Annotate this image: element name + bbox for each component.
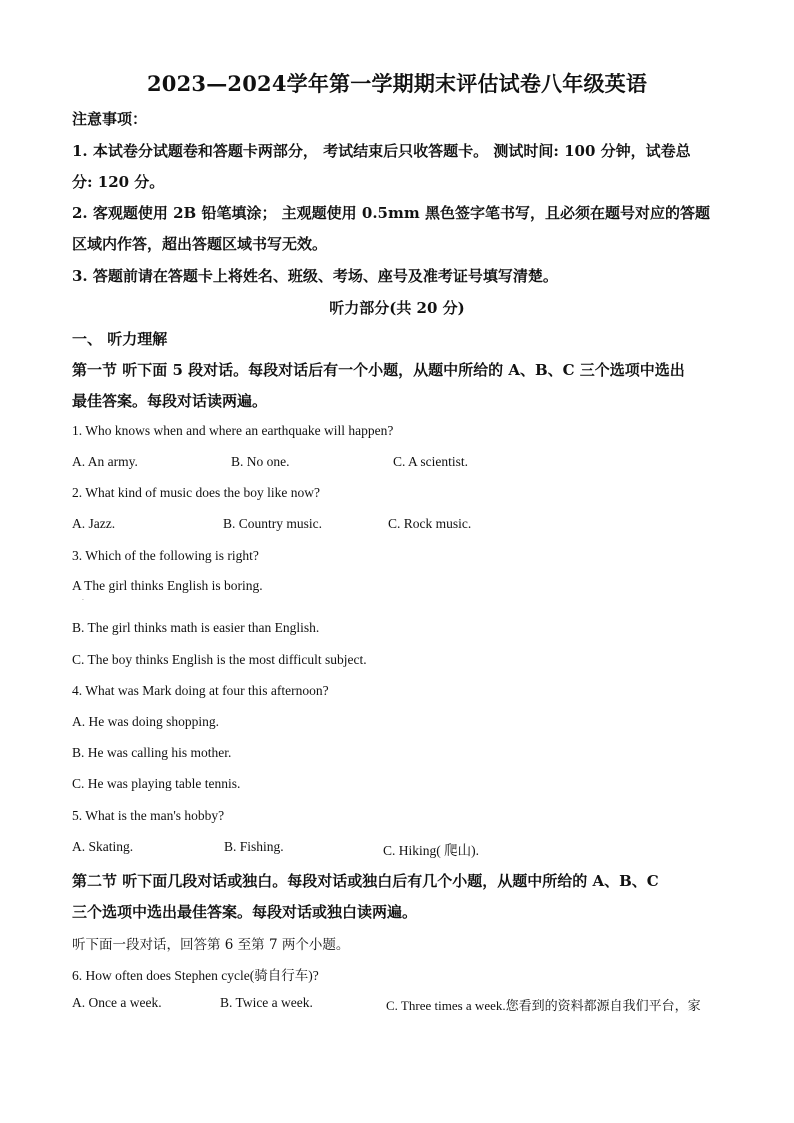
question-4-option-b: B. He was calling his mother. (72, 745, 232, 760)
question-2-option-c: C. Rock music. (388, 516, 472, 531)
question-2-option-a: A. Jazz. (72, 516, 116, 531)
notice-item-1-line-2: 分: 120 分。 (72, 173, 165, 191)
notice-item-2-line-2: 区域内作答，超出答题区域书写无效。 (72, 235, 328, 253)
question-5-option-b: B. Fishing. (224, 839, 284, 854)
question-2-option-b: B. Country music. (223, 516, 323, 531)
section-2-instructions-line-1: 第二节 听下面几段对话或独白。每段对话或独白后有几个小题，从题中所给的 A、B、C (72, 872, 659, 890)
question-6-option-b: B. Twice a week. (220, 995, 313, 1010)
section-2-instructions-line-2: 三个选项中选出最佳答案。每段对话或独白读两遍。 (72, 903, 418, 921)
question-4-option-a: A. He was doing shopping. (72, 714, 219, 729)
notice-item-1-line-1: 1. 本试卷分试题卷和答题卡两部分， 考试结束后只收答题卡。 测试时间: 100 分钟，试卷总 (72, 142, 691, 160)
listening-part-title: 听力部分(共 20 分) (329, 299, 465, 317)
question-5-option-c: C. Hiking( 爬山). (383, 843, 479, 858)
notice-item-3: 3. 答题前请在答题卡上将姓名、班级、考场、座号及准考证号填写清楚。 (72, 267, 558, 285)
question-3-option-a: A The girl thinks English is boring. (72, 578, 263, 593)
question-6-stem: 6. How often does Stephen cycle(骑自行车)? (72, 968, 319, 983)
question-3-option-b: B. The girl thinks math is easier than English. (72, 620, 320, 635)
notice-item-2-line-1: 2. 客观题使用 2B 铅笔填涂； 主观题使用 0.5mm 黑色签字笔书写，且必须在题号对应的答题 (72, 204, 710, 222)
question-4-option-c: C. He was playing table tennis. (72, 776, 241, 791)
question-3-stem: 3. Which of the following is right? (72, 548, 259, 563)
page-title: 2023—2024学年第一学期期末评估试卷八年级英语 (146, 71, 648, 96)
section-heading: 一、 听力理解 (72, 330, 168, 348)
question-1-option-b: B. No one. (231, 454, 290, 469)
dialogue-intro: 听下面一段对话，回答第 6 至第 7 两个小题。 (72, 937, 350, 953)
question-3-option-c: C. The boy thinks English is the most difficult subject. (72, 652, 367, 667)
section-1-instructions-line-2: 最佳答案。每段对话读两遍。 (72, 392, 268, 410)
stray-mark: · (82, 597, 84, 604)
question-1-option-c: C. A scientist. (393, 454, 469, 469)
question-1-stem: 1. Who knows when and where an earthquake will happen? (72, 423, 394, 438)
question-6-option-c: C. Three times a week.您看到的资料都源自我们平台，家 (386, 998, 701, 1013)
question-6-option-a: A. Once a week. (72, 995, 162, 1010)
question-4-stem: 4. What was Mark doing at four this afternoon? (72, 683, 329, 698)
question-5-option-a: A. Skating. (72, 839, 134, 854)
question-2-stem: 2. What kind of music does the boy like now? (72, 485, 320, 500)
section-1-instructions-line-1: 第一节 听下面 5 段对话。每段对话后有一个小题，从题中所给的 A、B、C 三个选项中选出 (72, 361, 685, 379)
notice-heading: 注意事项： (72, 110, 148, 128)
question-1-option-a: A. An army. (72, 454, 138, 469)
question-5-stem: 5. What is the man's hobby? (72, 808, 225, 823)
